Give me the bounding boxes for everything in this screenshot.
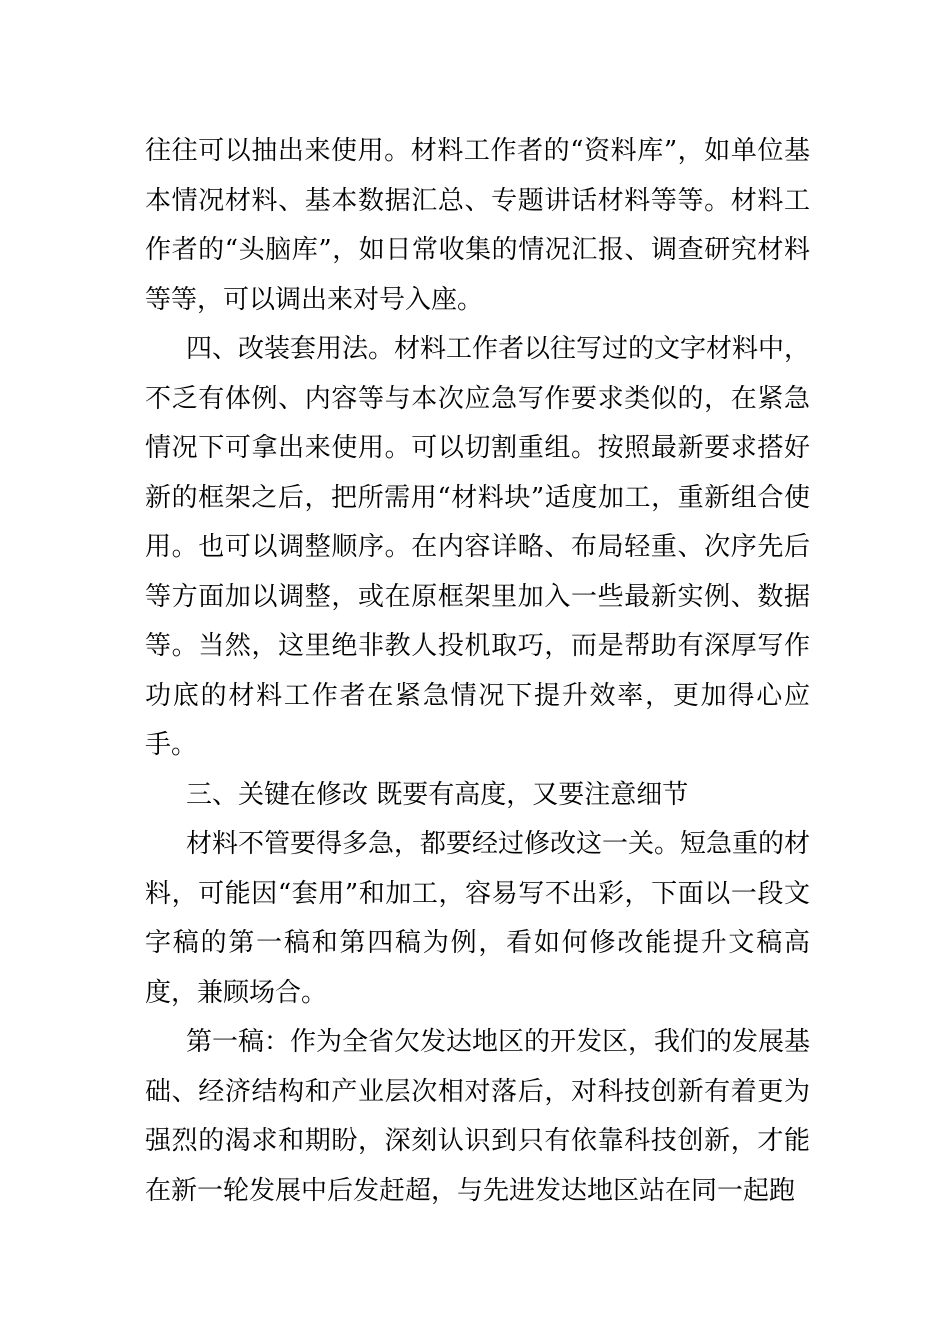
document-body [145, 127, 810, 1216]
paragraph-section-four: 四、改装套用法。材料工作者以往写过的文字材料中，不乏有体例、内容等与本次应急写作要求类似的，在紧急情况下可拿出来使用。可以切割重组。按照最新要求搭好新的框架之后，把所需用“材料块”适度加工，重新组合使用。也可以调整顺序。在内容详略、布局轻重、次序先后等方面加以调整，或在原框架里加入一些最新实例、数据等。当然，这里绝非教人投机取巧，而是帮助有深厚写作功底的材料工作者在紧急情况下提升效率，更加得心应手。 [145, 334, 811, 760]
section-heading-three: 三、关键在修改 既要有高度，又要注意细节 [186, 779, 689, 810]
paragraph-first-draft: 第一稿：作为全省欠发达地区的开发区，我们的发展基础、经济结构和产业层次相对落后，对科技创新有着更为强烈的渴求和期盼，深刻认识到只有依靠科技创新，才能在新一轮发展中后发赶超，与先进发达地区站在同一起跑 [145, 1027, 811, 1206]
paragraph-continuation: 往往可以抽出来使用。材料工作者的“资料库”，如单位基本情况材料、基本数据汇总、专题讲话材料等等。材料工作者的“头脑库”，如日常收集的情况汇报、调查研究材料等等，可以调出来对号入座。 [145, 136, 810, 315]
paragraph-revision-intro: 材料不管要得多急，都要经过修改这一关。短急重的材料，可能因“套用”和加工，容易写不出彩，下面以一段文字稿的第一稿和第四稿为例，看如何修改能提升文稿高度，兼顾场合。 [145, 829, 811, 1008]
